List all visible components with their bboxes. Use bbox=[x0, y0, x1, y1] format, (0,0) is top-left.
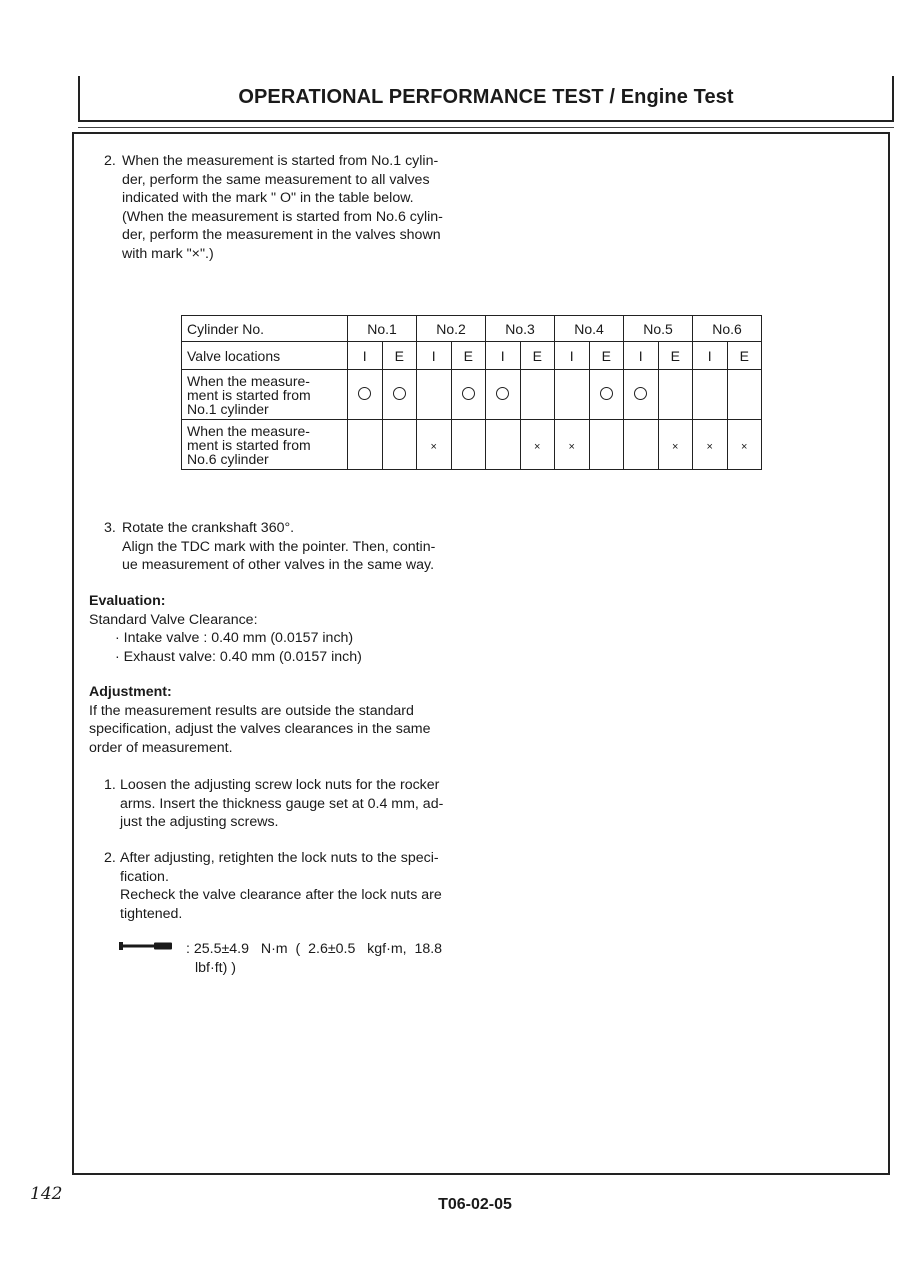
valve-location: I bbox=[348, 342, 383, 370]
adjust-step2-line: After adjusting, retighten the lock nuts to the speci- bbox=[120, 850, 439, 866]
valve-location: E bbox=[589, 342, 624, 370]
evaluation-subheading: Standard Valve Clearance: bbox=[89, 611, 258, 628]
cylinder-header: No.4 bbox=[555, 316, 624, 342]
x-mark: × bbox=[706, 440, 713, 453]
circle-mark bbox=[393, 387, 406, 400]
no1-label-line: When the measure- bbox=[187, 372, 310, 389]
valve-location: E bbox=[727, 342, 762, 370]
step3-line: Rotate the crankshaft 360°. bbox=[122, 520, 295, 536]
step2-text bbox=[122, 152, 479, 263]
valve-location: E bbox=[451, 342, 486, 370]
adjust-step2-line: fication. bbox=[120, 868, 169, 885]
no6-mark-cell bbox=[348, 420, 383, 470]
no6-label-line: No.6 cylinder bbox=[187, 450, 269, 467]
no1-mark-cell bbox=[417, 370, 452, 420]
circle-mark bbox=[462, 387, 475, 400]
cylinder-header: No.2 bbox=[417, 316, 486, 342]
valve-location: I bbox=[486, 342, 521, 370]
valve-table bbox=[181, 315, 762, 470]
header-divider bbox=[78, 127, 894, 128]
no6-mark-cell bbox=[486, 420, 521, 470]
page-title: OPERATIONAL PERFORMANCE TEST / Engine Test bbox=[238, 86, 734, 108]
no1-mark-cell bbox=[451, 370, 486, 420]
adjustment-line: order of measurement. bbox=[89, 739, 233, 756]
adjust-step2-line: Recheck the valve clearance after the lock nuts are bbox=[120, 887, 442, 903]
handwritten-mark: 142 bbox=[30, 1184, 63, 1204]
circle-mark bbox=[358, 387, 371, 400]
adjust-step2-text bbox=[120, 849, 479, 923]
evaluation-section bbox=[89, 592, 489, 666]
no1-mark-cell bbox=[624, 370, 659, 420]
valve-location: E bbox=[658, 342, 693, 370]
adjust-step1-line: Loosen the adjusting screw lock nuts for the rocker bbox=[120, 777, 440, 793]
no6-mark-cell bbox=[451, 420, 486, 470]
no6-mark-cell bbox=[727, 420, 762, 470]
adjustment-line: specification, adjust the valves clearances in the same bbox=[89, 721, 431, 737]
evaluation-item: · Intake valve : 0.40 mm (0.0157 inch) bbox=[115, 630, 354, 646]
step2-number: 2. bbox=[104, 153, 116, 169]
circle-mark bbox=[496, 387, 509, 400]
step2-line: When the measurement is started from No.1 cylin- bbox=[122, 153, 439, 169]
valve-location: E bbox=[520, 342, 555, 370]
page-code: T06-02-05 bbox=[438, 1196, 512, 1213]
adjust-step1-line: arms. Insert the thickness gauge set at 0.4 mm, ad- bbox=[120, 795, 444, 812]
x-mark: × bbox=[741, 440, 748, 453]
adjust-step1-text bbox=[120, 776, 479, 832]
torque-line: lbf·ft) ) bbox=[195, 959, 236, 976]
cylinder-row bbox=[182, 316, 762, 342]
x-mark: × bbox=[430, 440, 437, 453]
cylinder-header: No.6 bbox=[693, 316, 762, 342]
no6-mark-cell bbox=[624, 420, 659, 470]
evaluation-heading: Evaluation: bbox=[89, 593, 166, 609]
adjust-step2-number: 2. bbox=[104, 850, 116, 866]
no1-row bbox=[182, 370, 762, 420]
step2-line: (When the measurement is started from No.6 cylin- bbox=[122, 208, 443, 225]
no6-mark-cell bbox=[555, 420, 590, 470]
circle-mark bbox=[634, 387, 647, 400]
cylinder-header: No.5 bbox=[624, 316, 693, 342]
no1-mark-cell bbox=[589, 370, 624, 420]
no6-mark-cell bbox=[382, 420, 417, 470]
header-box bbox=[78, 76, 894, 122]
step3-line: Align the TDC mark with the pointer. Then, contin- bbox=[122, 538, 436, 555]
step3-text bbox=[122, 519, 479, 575]
valve-location: I bbox=[624, 342, 659, 370]
cylinder-header: No.3 bbox=[486, 316, 555, 342]
adjust-step1-number: 1. bbox=[104, 777, 116, 793]
valve-location: I bbox=[555, 342, 590, 370]
no1-label-line: ment is started from bbox=[187, 386, 311, 403]
valve-location: E bbox=[382, 342, 417, 370]
step2-line: with mark "×".) bbox=[122, 245, 214, 262]
valve-label: Valve locations bbox=[182, 342, 348, 370]
no1-mark-cell bbox=[382, 370, 417, 420]
no1-mark-cell bbox=[520, 370, 555, 420]
no6-label-line: ment is started from bbox=[187, 436, 311, 453]
step2-line: der, perform the measurement in the valves shown bbox=[122, 227, 441, 243]
valve-location: I bbox=[417, 342, 452, 370]
no6-label bbox=[182, 420, 348, 470]
no1-mark-cell bbox=[348, 370, 383, 420]
no6-row bbox=[182, 420, 762, 470]
torque-spec bbox=[186, 940, 478, 977]
adjustment-section bbox=[89, 683, 479, 757]
no1-mark-cell bbox=[693, 370, 728, 420]
cylinder-header: No.1 bbox=[348, 316, 417, 342]
circle-mark bbox=[600, 387, 613, 400]
step2-line: der, perform the same measurement to all valves bbox=[122, 171, 430, 188]
step2-line: indicated with the mark " O" in the table below. bbox=[122, 190, 414, 206]
no1-label-line: No.1 cylinder bbox=[187, 400, 269, 417]
no6-label-line: When the measure- bbox=[187, 422, 310, 439]
x-mark: × bbox=[672, 440, 679, 453]
no1-mark-cell bbox=[486, 370, 521, 420]
torque-line: : 25.5±4.9 N·m ( 2.6±0.5 kgf·m, 18.8 bbox=[186, 941, 443, 957]
evaluation-item: · Exhaust valve: 0.40 mm (0.0157 inch) bbox=[115, 648, 362, 665]
cylinder-label: Cylinder No. bbox=[182, 316, 348, 342]
no6-mark-cell bbox=[658, 420, 693, 470]
no1-mark-cell bbox=[727, 370, 762, 420]
adjustment-line: If the measurement results are outside the standard bbox=[89, 702, 414, 719]
no6-mark-cell bbox=[589, 420, 624, 470]
no1-mark-cell bbox=[658, 370, 693, 420]
adjust-step2-line: tightened. bbox=[120, 905, 183, 922]
x-mark: × bbox=[568, 440, 575, 453]
torque-wrench-icon bbox=[118, 940, 174, 952]
step3-line: ue measurement of other valves in the same way. bbox=[122, 557, 435, 573]
x-mark: × bbox=[534, 440, 541, 453]
valve-row bbox=[182, 342, 762, 370]
no6-mark-cell bbox=[693, 420, 728, 470]
no1-mark-cell bbox=[555, 370, 590, 420]
step3-number: 3. bbox=[104, 520, 116, 536]
no1-label bbox=[182, 370, 348, 420]
no6-mark-cell bbox=[417, 420, 452, 470]
adjust-step1-line: just the adjusting screws. bbox=[120, 814, 279, 830]
valve-location: I bbox=[693, 342, 728, 370]
no6-mark-cell bbox=[520, 420, 555, 470]
adjustment-heading: Adjustment: bbox=[89, 684, 172, 700]
